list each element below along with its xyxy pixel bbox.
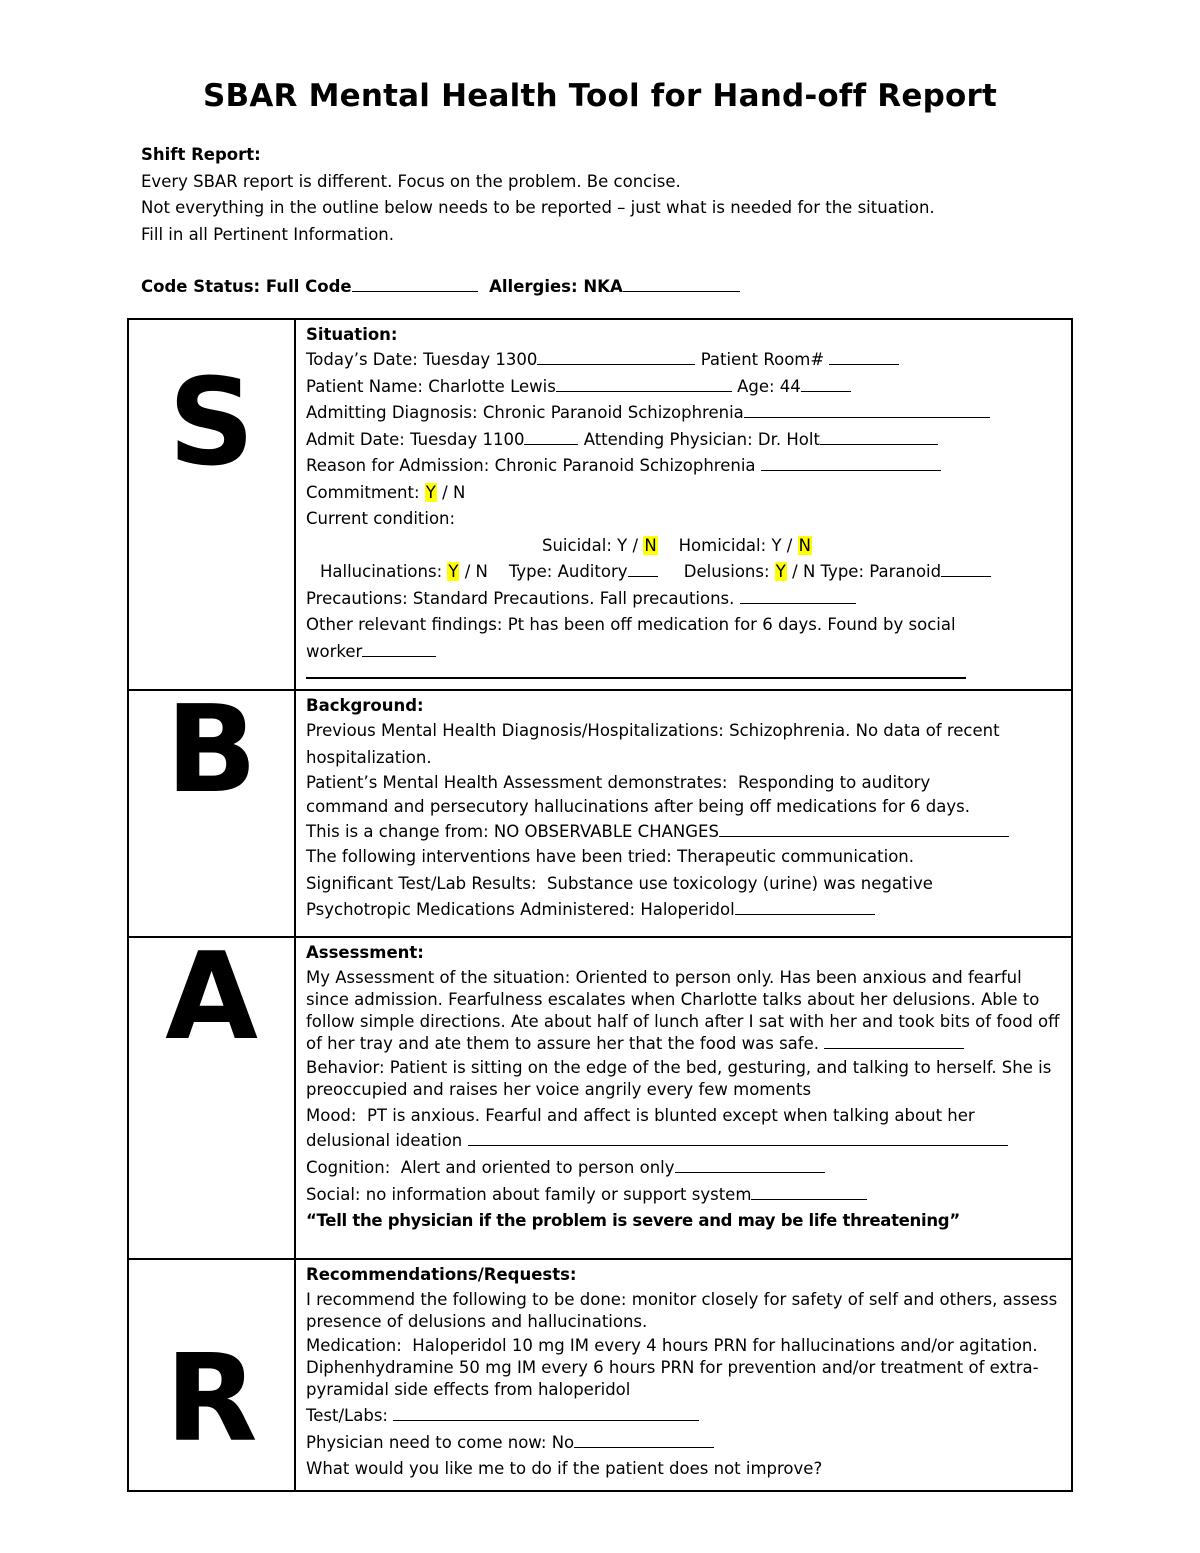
precautions-label: Precautions:	[306, 588, 408, 608]
medication-value: Haloperidol 10 mg IM every 4 hours PRN for hallucinations and/or agitation. Diphenhydramine 50 mg IM every 6 hours PRN for prevention and/or treatment of extra-pyramidal side effects from haloperidol	[306, 1336, 1039, 1399]
other-findings-value: Pt has been off medication for 6 days. Found by social	[507, 615, 956, 634]
improve-question-line: What would you like me to do if the patient does not improve?	[306, 1459, 823, 1478]
separator: /	[792, 562, 798, 581]
other-findings-line-2	[306, 639, 1061, 666]
physician-need-label: Physician need to come now:	[306, 1432, 547, 1452]
test-labs-label: Test/Labs:	[306, 1406, 388, 1425]
medication-entry	[306, 1335, 1061, 1401]
medications-value: Haloperidol	[640, 900, 735, 919]
situation-heading: Situation:	[306, 325, 398, 344]
recommendation-heading: Recommendations/Requests:	[306, 1265, 577, 1284]
allergies-value: NKA	[583, 277, 623, 296]
medication-label: Medication:	[306, 1336, 402, 1355]
situation-assessment-label: My Assessment of the situation:	[306, 968, 571, 987]
assessment-section	[295, 937, 1072, 1259]
commitment-no: N	[452, 482, 466, 502]
name-label: Patient Name:	[306, 376, 423, 396]
code-status-line	[141, 274, 1101, 301]
recommendation-section	[295, 1259, 1072, 1491]
separator: /	[464, 562, 471, 581]
situation-section	[295, 319, 1072, 690]
commitment-line	[306, 480, 1061, 507]
page-title: SBAR Mental Health Tool for Hand-off Report	[203, 78, 997, 114]
intro-line: Not everything in the outline below needs to be reported – just what is needed for the situation.	[141, 198, 935, 217]
suicidal-yes: Y	[617, 535, 628, 555]
social-line	[306, 1182, 1061, 1209]
mood-entry	[306, 1103, 1061, 1153]
mood-label: Mood:	[306, 1106, 357, 1125]
cognition-value: Alert and oriented to person only	[400, 1158, 675, 1177]
precautions-value: Standard Precautions. Fall precautions.	[412, 588, 735, 608]
assessment-heading: Assessment:	[306, 943, 424, 962]
change-from-line	[306, 819, 1061, 844]
hallucinations-no: N	[475, 562, 488, 581]
admit-date-value: Tuesday 1100	[410, 429, 525, 449]
change-from-value: NO OBSERVABLE CHANGES	[493, 822, 719, 841]
physician-value: Dr. Holt	[757, 429, 820, 449]
hallucinations-delusions-line	[306, 559, 1061, 586]
admit-date-line	[306, 427, 1061, 454]
interventions-label: The following interventions have been tried:	[306, 847, 672, 866]
change-from-label: This is a change from:	[306, 822, 489, 841]
reason-line	[306, 453, 1061, 480]
situation-assessment	[306, 967, 1061, 1055]
date-label: Today’s Date:	[306, 350, 418, 369]
admit-dx-value: Chronic Paranoid Schizophrenia	[482, 403, 744, 422]
delusion-type: Paranoid	[869, 562, 942, 581]
test-results-line	[306, 871, 1061, 898]
hallucinations-label: Hallucinations:	[320, 562, 443, 581]
type-label: Type:	[508, 562, 553, 581]
letter-b: B	[128, 690, 295, 937]
separator: /	[442, 482, 448, 502]
letter-r: R	[128, 1259, 295, 1491]
age-value: 44	[779, 376, 801, 396]
test-results-value: Substance use toxicology (urine) was negative	[547, 873, 933, 893]
cognition-line	[306, 1155, 1061, 1182]
other-findings-line	[306, 612, 1061, 639]
suicidal-homicidal-line	[306, 533, 1061, 560]
current-condition-label: Current condition:	[306, 509, 456, 528]
todays-date-line	[306, 347, 1061, 374]
previous-dx-label: Previous Mental Health Diagnosis/Hospitalizations:	[306, 721, 724, 740]
code-status-value: Full Code	[265, 277, 352, 296]
hallucination-type: Auditory	[557, 562, 628, 581]
assessment-demonstrates-line-2: command and persecutory hallucinations after being off medications for 6 days.	[306, 797, 970, 816]
code-status-label: Code Status:	[141, 277, 261, 296]
suicidal-no: N	[644, 535, 657, 555]
commitment-yes: Y	[425, 482, 436, 502]
other-findings-label: Other relevant findings:	[306, 615, 503, 634]
test-results-label: Significant Test/Lab Results:	[306, 873, 537, 893]
medications-line	[306, 897, 1061, 924]
previous-diagnosis-line-2: hospitalization.	[306, 747, 432, 767]
recommendation-value: monitor closely for safety of self and others, assess presence of delusions and hallucinations.	[306, 1290, 1058, 1331]
suicidal-label: Suicidal:	[542, 535, 612, 555]
admit-dx-label: Admitting Diagnosis:	[306, 403, 478, 422]
physician-need-value: No	[551, 1432, 575, 1452]
intro-line: Every SBAR report is different. Focus on the problem. Be concise.	[141, 171, 681, 191]
recommendation-entry	[306, 1289, 1061, 1333]
homicidal-no: N	[798, 535, 811, 555]
age-label: Age:	[737, 376, 775, 396]
physician-need-line	[306, 1430, 1061, 1457]
delusions-label: Delusions:	[683, 562, 770, 581]
precautions-line	[306, 586, 1061, 613]
intro-line: Fill in all Pertinent Information.	[141, 224, 394, 244]
medications-label: Psychotropic Medications Administered:	[306, 900, 636, 919]
name-value: Charlotte Lewis	[428, 376, 556, 396]
behavior-entry	[306, 1057, 1061, 1101]
social-value: no information about family or support system	[365, 1184, 752, 1204]
shift-report-heading: Shift Report:	[141, 145, 261, 164]
interventions-line	[306, 844, 1061, 871]
commitment-label: Commitment:	[306, 482, 420, 502]
date-value: Tuesday 1300	[423, 350, 538, 369]
patient-name-line	[306, 374, 1061, 401]
previous-dx-value: Schizophrenia. No data of recent	[729, 721, 1000, 740]
sbar-table	[127, 318, 1073, 1492]
recommendation-label: I recommend the following to be done:	[306, 1290, 627, 1309]
behavior-label: Behavior:	[306, 1058, 385, 1077]
type-label: Type:	[820, 562, 865, 581]
shift-report-intro	[141, 142, 1101, 301]
section-divider-line	[306, 665, 966, 679]
behavior-value: Patient is sitting on the edge of the bed, gesturing, and talking to herself. She is preoccupied and raises her voice angrily every few moments	[306, 1058, 1052, 1099]
mh-assessment-label: Patient’s Mental Health Assessment demonstrates:	[306, 773, 728, 792]
other-findings-value-2: worker	[306, 641, 363, 661]
mh-assessment-value: Responding to auditory	[737, 773, 931, 792]
room-label: Patient Room#	[700, 350, 825, 369]
social-label: Social:	[306, 1184, 361, 1204]
previous-diagnosis-line	[306, 718, 1061, 745]
assessment-demonstrates-line	[306, 771, 1061, 795]
mood-value: PT is anxious. Fearful and affect is blunted except when talking about her delusional ideation	[306, 1106, 975, 1150]
reason-value: Chronic Paranoid Schizophrenia	[494, 456, 756, 475]
hallucinations-yes: Y	[448, 562, 459, 581]
admit-date-label: Admit Date:	[306, 429, 405, 449]
interventions-value: Therapeutic communication.	[677, 847, 914, 866]
letter-a: A	[128, 937, 295, 1259]
admitting-diagnosis-line	[306, 400, 1061, 427]
homicidal-yes: Y	[771, 535, 782, 555]
letter-s: S	[128, 319, 295, 690]
allergies-label: Allergies:	[489, 277, 578, 296]
test-labs-line	[306, 1403, 1061, 1430]
separator: /	[632, 535, 639, 555]
delusions-yes: Y	[775, 562, 786, 581]
separator: /	[786, 535, 793, 555]
background-section	[295, 690, 1072, 937]
physician-alert-quote: “Tell the physician if the problem is severe and may be life threatening”	[306, 1211, 960, 1230]
background-heading: Background:	[306, 696, 424, 715]
reason-label: Reason for Admission:	[306, 456, 490, 475]
cognition-label: Cognition:	[306, 1158, 391, 1177]
situation-assessment-value: Oriented to person only. Has been anxious and fearful since admission. Fearfulness escalates when Charlotte talks about her delusions. Able to follow simple directions. Ate about half of lunch after I sat with her and took bits of food off of her tray and ate them to assure her that the food was safe.	[306, 968, 1060, 1053]
physician-label: Attending Physician:	[583, 429, 753, 449]
delusions-no: N	[802, 562, 816, 581]
homicidal-label: Homicidal:	[678, 535, 767, 555]
